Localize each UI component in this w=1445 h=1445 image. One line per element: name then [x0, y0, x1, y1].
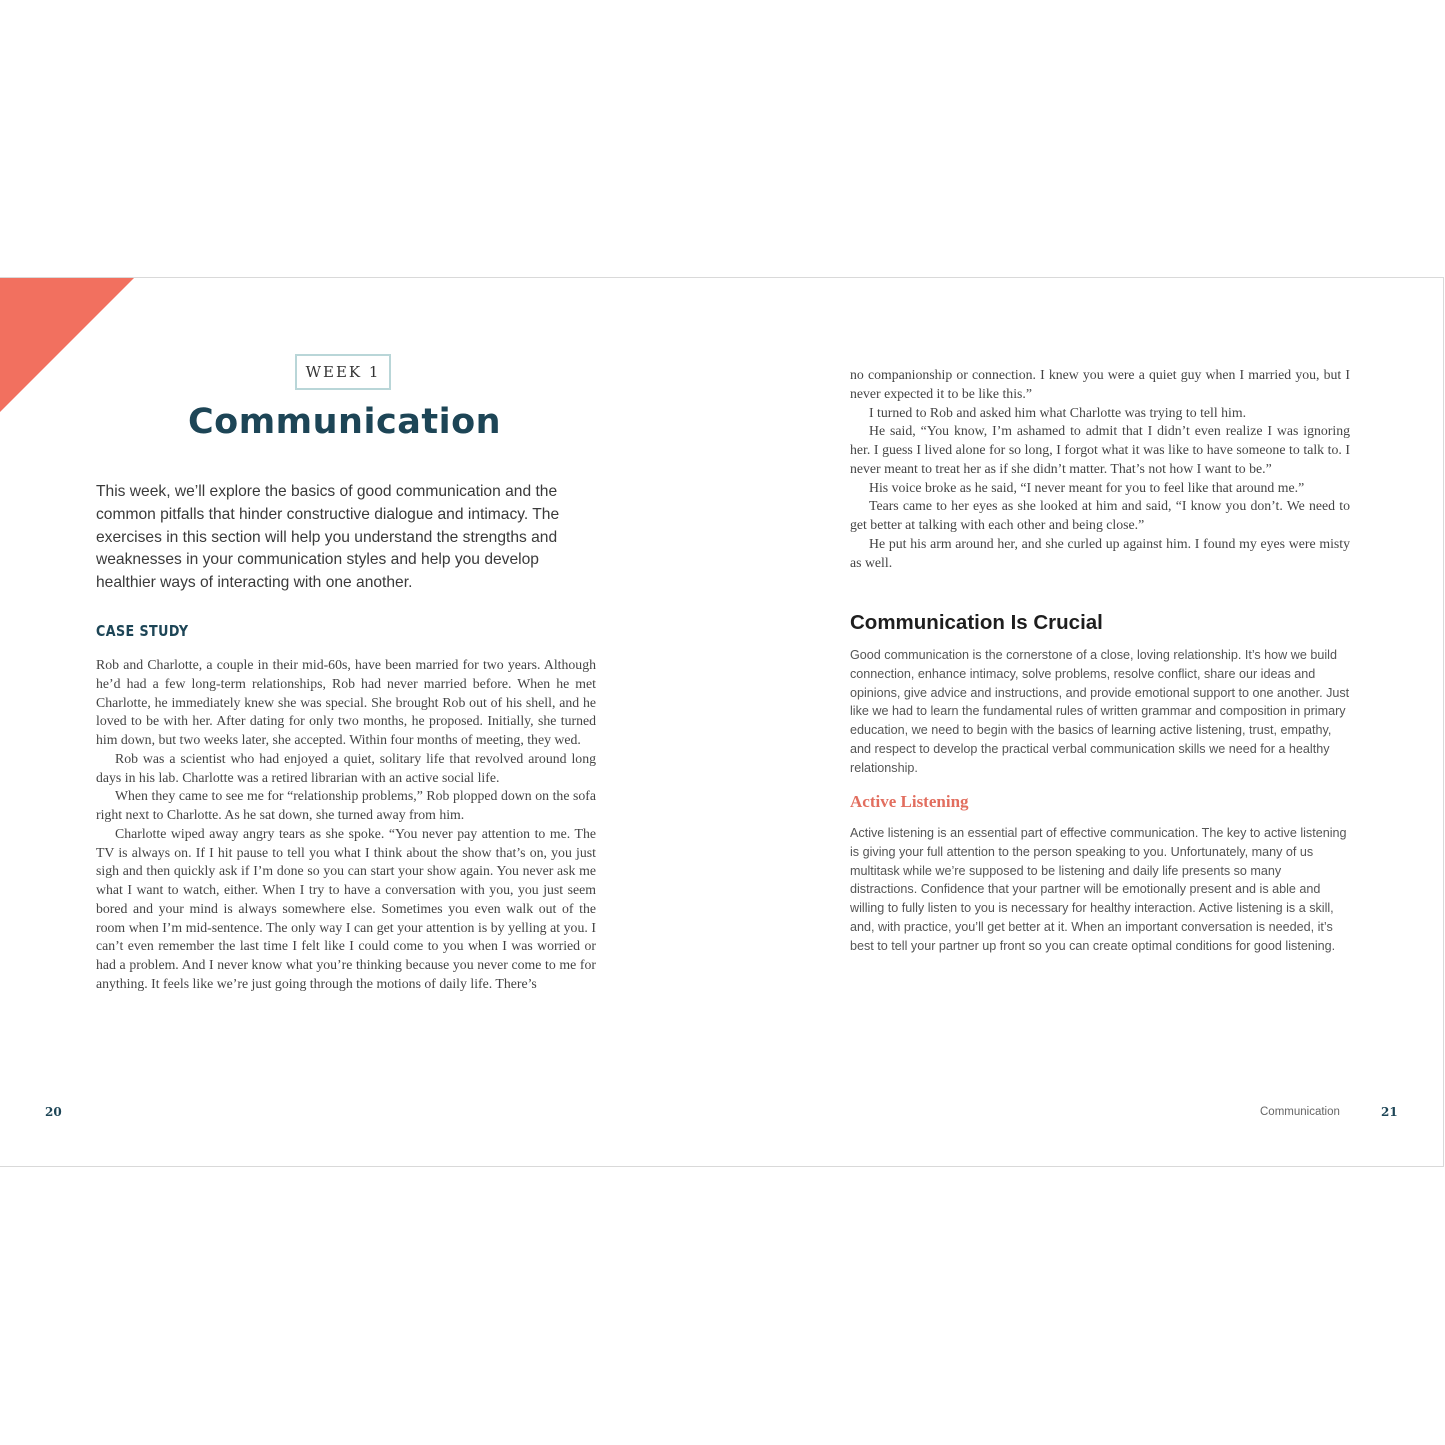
case-study-paragraph: Rob and Charlotte, a couple in their mid-60s, have been married for two years. Although he’d had a few long-term relationships, Rob had never married before. When he met Charlotte, he immediately knew she was special. She brought Rob out of his shell, and he loved to be with her. After dating for only two months, he proposed. Initially, she turned him down, but two weeks later, she accepted. Within four months of meeting, they wed.	[96, 657, 596, 747]
case-study-heading: CASE STUDY	[96, 622, 189, 640]
case-study-paragraph: Charlotte wiped away angry tears as she spoke. “You never pay attention to me. The TV is always on. If I hit pause to tell you what I think about the show that’s on, you just sigh and then quickly ask if I’m done so you can start your show again. You never ask me what I want to watch, either. When I try to have a conversation with you, you just seem bored and your mind is always somewhere else. Sometimes you even walk out of the room when I’m mid-sentence. The only way I can get your attention is by yelling at you. I can’t even remember the last time I felt like I could come to you when I was worried or had a problem. And I never know what you’re thinking because you never come to me for anything. It feels like we’re just going through the motions of daily life. There’s	[96, 825, 596, 991]
week-label-box	[295, 354, 391, 390]
case-study-body	[96, 656, 596, 1050]
subsection-heading: Active Listening	[850, 792, 969, 811]
corner-triangle-decoration	[0, 278, 134, 412]
intro-paragraph: This week, we’ll explore the basics of good communication and the common pitfalls that hinder constructive dialogue and intimacy. The exercises in this section will help you understand the strengths and weaknesses in your communication styles and help you develop healthier ways of interacting with one another.	[96, 483, 560, 592]
book-spread	[0, 277, 1444, 1167]
case-study-paragraph: Tears came to her eyes as she looked at him and said, “I know you don’t. We need to get better at talking with each other and being close.”	[850, 498, 1350, 532]
page-number-left: 20	[45, 1105, 62, 1119]
case-study-paragraph: When they came to see me for “relationship problems,” Rob plopped down on the sofa right next to Charlotte. As he sat down, she turned away from him.	[96, 788, 596, 822]
case-study-paragraph: He put his arm around her, and she curled up against him. I found my eyes were misty as well.	[850, 535, 1350, 570]
case-study-paragraph: Rob was a scientist who had enjoyed a quiet, solitary life that revolved around long days in his lab. Charlotte was a retired librarian with an active social life.	[96, 750, 596, 785]
case-study-paragraph: He said, “You know, I’m ashamed to admit that I didn’t even realize I was ignoring her. I guess I lived alone for so long, I forgot what it was like to have someone to talk to. I never meant to treat her as if she didn’t matter. That’s not how I want to be.”	[850, 423, 1350, 476]
subsection-paragraph: Active listening is an essential part of effective communication. The key to active listening is giving your full attention to the person speaking to you. Unfortunately, many of us multitask while we’re supposed to be listening and daily life presents so many distractions. Confidence that your partner will be emotionally present and is able and willing to fully listen to you is necessary for healthy interaction. Active listening is a skill, and, with practice, you’ll get better at it. When an important conversation is needed, it’s best to tell your partner up front so you can create optimal conditions for good listening.	[850, 826, 1347, 953]
case-study-continued	[850, 366, 1350, 592]
section-heading: Communication Is Crucial	[850, 611, 1103, 634]
page-number-right: 21	[1381, 1105, 1398, 1119]
case-study-paragraph: I turned to Rob and asked him what Charlotte was trying to tell him.	[869, 404, 1247, 420]
case-study-paragraph: no companionship or connection. I knew you were a quiet guy when I married you, but I never expected it to be like this.”	[850, 367, 1350, 401]
section-paragraph: Good communication is the cornerstone of a close, loving relationship. It’s how we build connection, enhance intimacy, solve problems, resolve conflict, share our ideas and opinions, give advice and instructions, and provide emotional support to one another. Just like we had to learn the fundamental rules of written grammar and composition in primary education, we need to begin with the basics of learning active listening, trust, empathy, and respect to develop the practical verbal communication skills we need for a healthy relationship.	[850, 648, 1350, 775]
week-label: WEEK 1	[305, 363, 381, 381]
running-head: Communication	[1260, 1106, 1340, 1118]
chapter-title: Communication	[187, 402, 502, 442]
case-study-paragraph: His voice broke as he said, “I never meant for you to feel like that around me.”	[869, 479, 1305, 495]
